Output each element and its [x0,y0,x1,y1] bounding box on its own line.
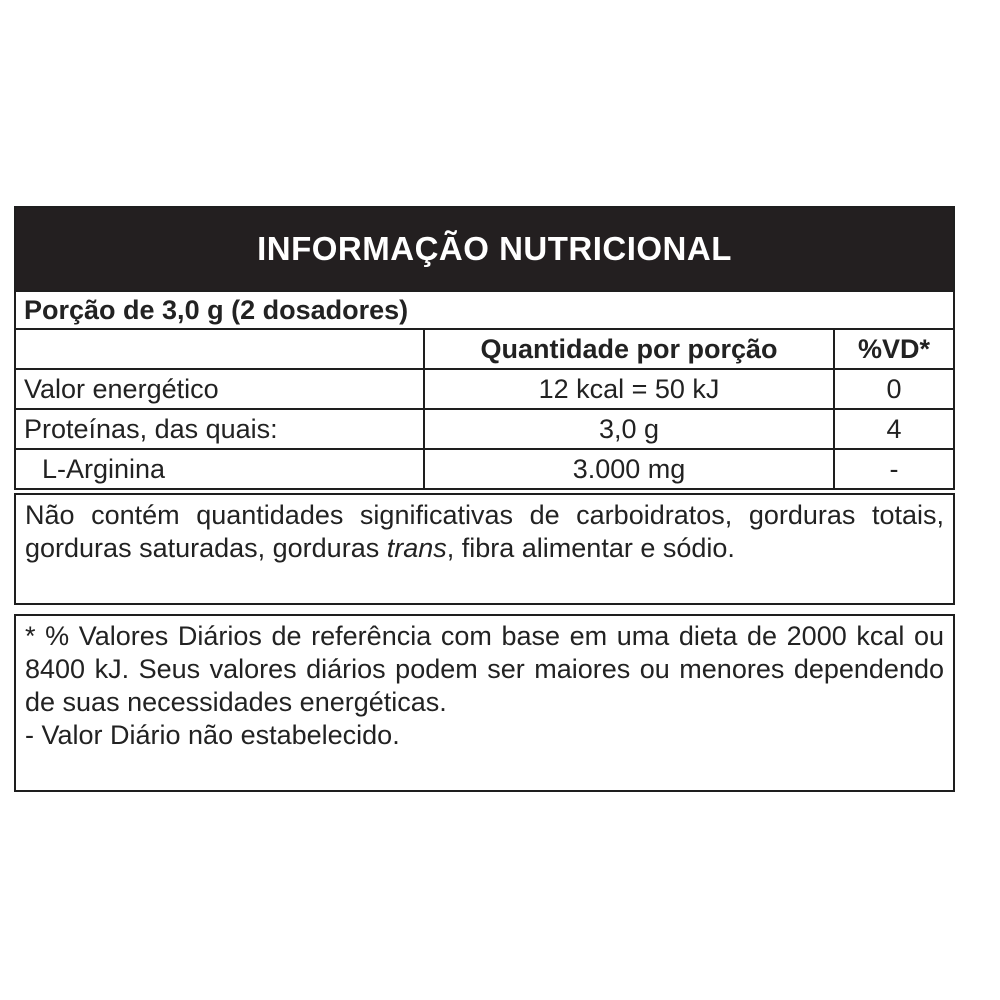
nutrient-vd: 4 [886,413,902,444]
column-header-vd: %VD* [857,333,931,364]
table-title: INFORMAÇÃO NUTRICIONAL [16,208,953,290]
insignificant-nutrients-note [14,493,955,605]
nutrient-name: L-Arginina [16,450,425,488]
column-header-quantity: Quantidade por porção [425,330,835,368]
footnote-not-established: - Valor Diário não estabelecido. [25,720,400,750]
nutrient-name: Valor energético [16,370,425,408]
nutrient-quantity: 3.000 mg [425,450,835,488]
table-row [16,368,953,408]
daily-values-footnote [14,614,955,792]
table-header-row [16,328,953,368]
nutrition-table [14,206,955,490]
nutrient-quantity: 12 kcal = 50 kJ [425,370,835,408]
nutrient-vd: - [889,453,899,484]
nutrient-vd: 0 [886,373,902,404]
table-row [16,408,953,448]
table-row [16,448,953,488]
column-header-nutrient [16,330,425,368]
portion-size: Porção de 3,0 g (2 dosadores) [16,290,953,328]
footnote-reference: * % Valores Diários de referência com base em uma dieta de 2000 kcal ou 8400 kJ. Seus valores diários podem ser maiores ou menores dependendo de suas necessidades energéticas. [25,621,944,717]
nutrient-quantity: 3,0 g [425,410,835,448]
nutrient-name: Proteínas, das quais: [16,410,425,448]
note-text: Não contém quantidades significativas de carboidratos, gorduras totais, gorduras saturadas, gorduras trans, fibra alimentar e sódio. [25,500,944,563]
